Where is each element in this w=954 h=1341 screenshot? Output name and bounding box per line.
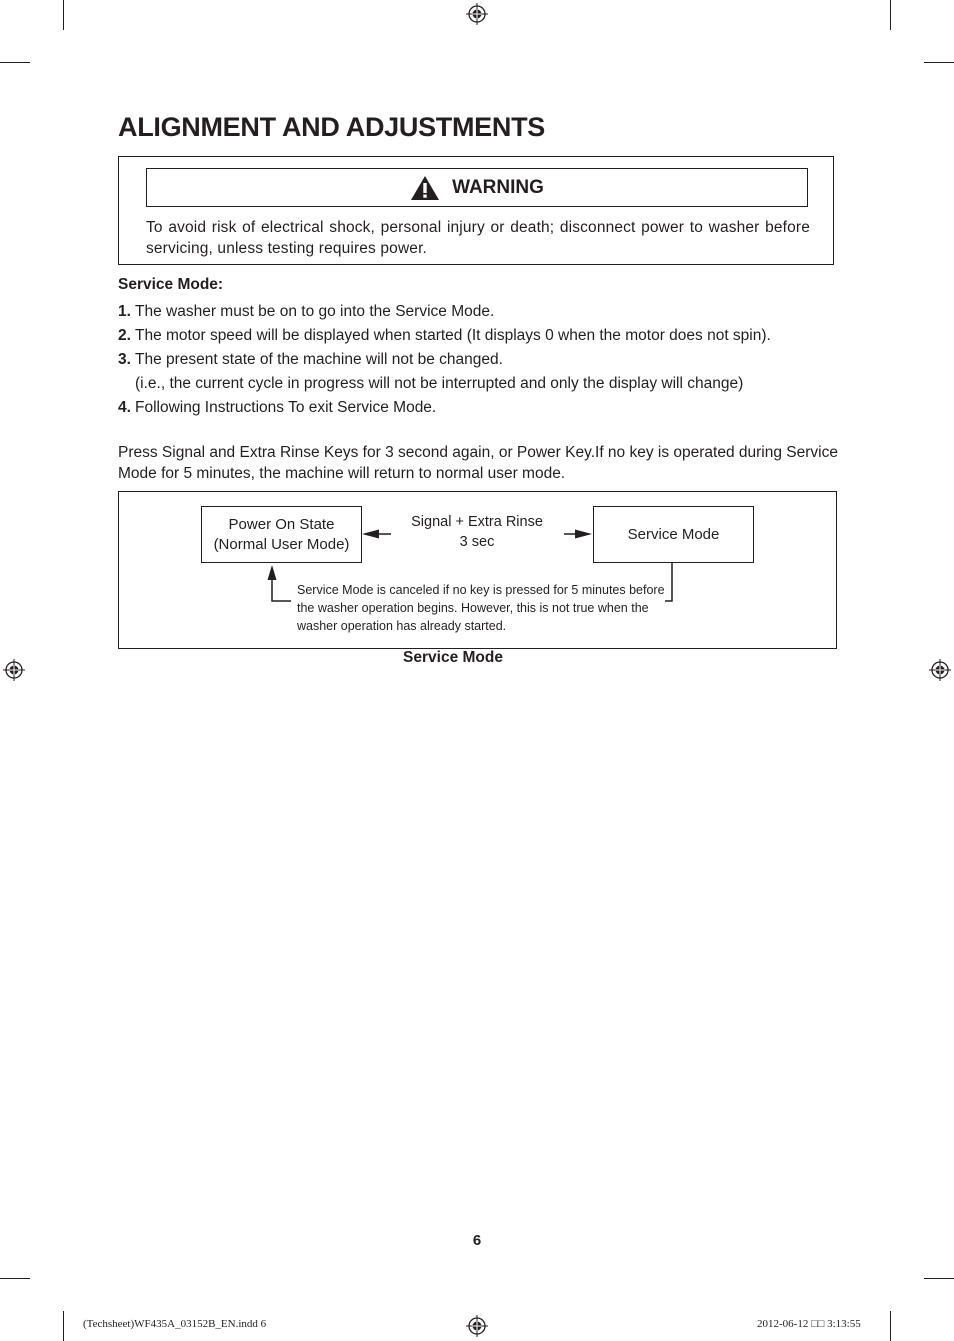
registration-mark-icon	[466, 1315, 488, 1337]
crop-mark	[63, 1311, 64, 1341]
arrow-head-up-icon	[268, 565, 277, 580]
state-label: (Normal User Mode)	[213, 535, 350, 553]
step-text: Following Instructions To exit Service Mode.	[135, 399, 437, 416]
file-slug: (Techsheet)WF435A_03152B_EN.indd 6	[83, 1318, 267, 1330]
transition-duration: 3 sec	[459, 534, 495, 550]
step-text: The present state of the machine will not be changed.	[135, 351, 503, 368]
service-mode-diagram	[118, 491, 837, 649]
step-number: 1.	[118, 303, 131, 320]
list-item	[118, 396, 848, 420]
arrow-head-right-icon	[575, 530, 592, 539]
service-mode-steps	[118, 300, 848, 420]
list-item	[118, 348, 848, 396]
state-label: Power On State	[228, 515, 335, 533]
step-text: The motor speed will be displayed when started (It displays 0 when the motor does not spin).	[135, 327, 771, 344]
state-label: Service Mode	[627, 525, 720, 543]
crop-mark	[890, 0, 891, 30]
exit-instructions: Press Signal and Extra Rinse Keys for 3 second again, or Power Key.If no key is operated during Service Mode for 5 minutes, the machine will return to normal user mode.	[118, 444, 838, 482]
page-number: 6	[472, 1232, 482, 1249]
crop-mark	[890, 1311, 891, 1341]
crop-mark	[63, 0, 64, 30]
transition-keys: Signal + Extra Rinse	[411, 514, 543, 530]
date-slug: 2012-06-12 □□ 3:13:55	[757, 1318, 861, 1330]
page-title: ALIGNMENT AND ADJUSTMENTS	[118, 112, 545, 142]
crop-mark	[924, 1278, 954, 1279]
list-item	[118, 324, 848, 348]
step-subtext: (i.e., the current cycle in progress will not be interrupted and only the display will change)	[135, 375, 744, 392]
registration-mark-icon	[466, 3, 488, 25]
warning-triangle-icon	[410, 175, 440, 201]
crop-mark	[0, 62, 30, 63]
transition-label	[377, 512, 577, 552]
step-number: 4.	[118, 399, 131, 416]
service-mode-heading: Service Mode:	[118, 276, 224, 293]
warning-text: To avoid risk of electrical shock, personal injury or death; disconnect power to washer before servicing, unless testing requires power.	[146, 219, 810, 257]
diagram-caption: Service Mode	[403, 649, 503, 666]
step-number: 2.	[118, 327, 131, 344]
warning-label: WARNING	[452, 176, 544, 198]
cancel-note: Service Mode is canceled if no key is pressed for 5 minutes before the washer operation begins. However, this is not true when the washer operation has already started.	[297, 583, 665, 633]
list-item	[118, 300, 848, 324]
crop-mark	[924, 62, 954, 63]
registration-mark-icon	[3, 659, 25, 681]
state-power-on	[201, 506, 362, 563]
warning-header	[146, 168, 808, 207]
crop-mark	[0, 1278, 30, 1279]
step-text-block	[135, 348, 743, 396]
registration-mark-icon	[929, 659, 951, 681]
step-text: The washer must be on to go into the Service Mode.	[135, 303, 495, 320]
warning-box	[118, 156, 834, 265]
step-number: 3.	[118, 351, 131, 368]
state-service-mode	[593, 506, 754, 563]
